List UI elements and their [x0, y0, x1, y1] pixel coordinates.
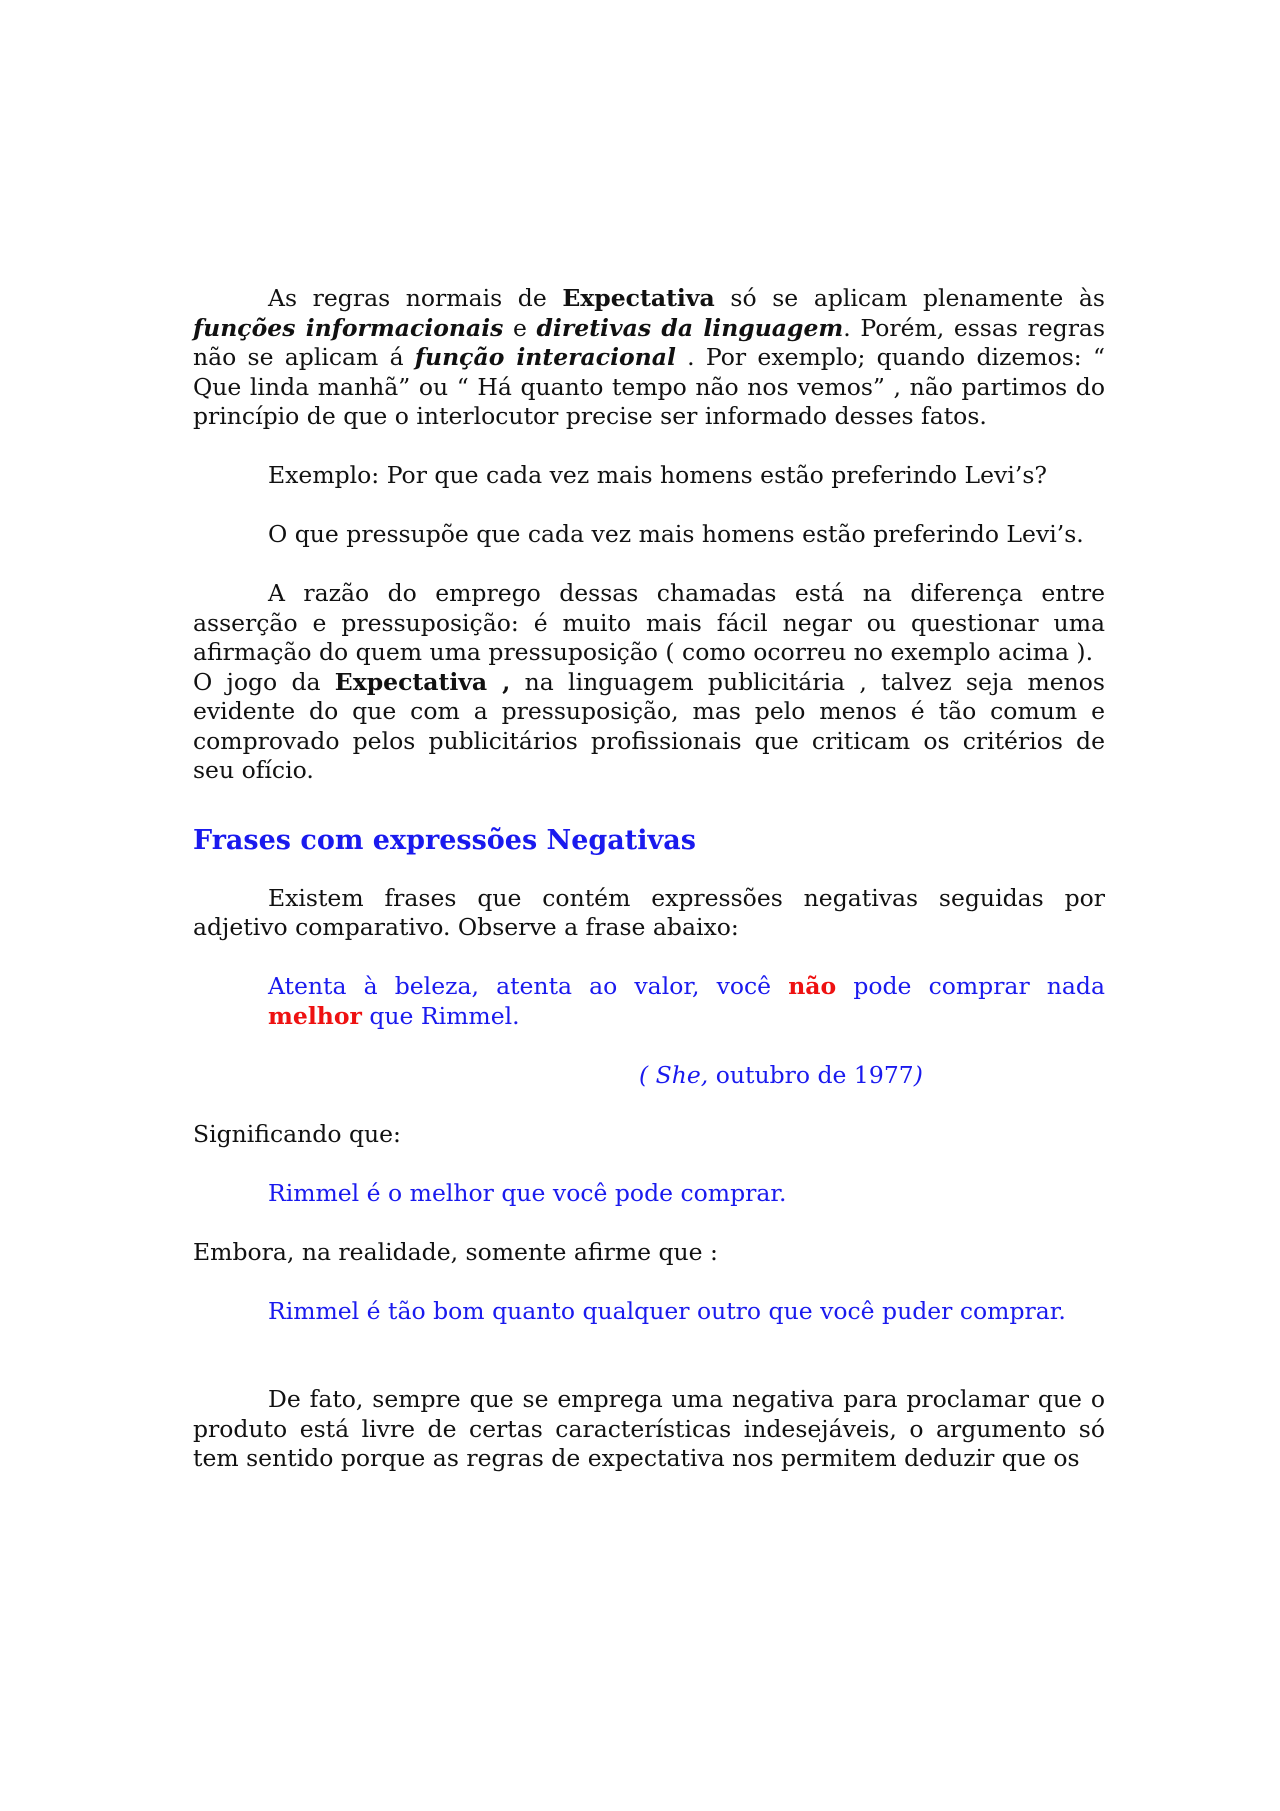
document-page [193, 284, 1105, 1474]
embora-label: Embora, na realidade, somente afirme que : [193, 1237, 718, 1266]
quote-rimmel: Atenta à beleza, atenta ao valor, você não pode comprar nada melhor que Rimmel. [268, 972, 1105, 1030]
bold-italic-diretivas: diretivas da linguagem [536, 313, 844, 342]
highlight-melhor: melhor [268, 1001, 362, 1030]
bold-italic-interacional: função interacional [414, 343, 676, 371]
paragraph-expressoes: Existem frases que contém expressões negativas seguidas por adjetivo comparativo. Observe a frase abaixo: [193, 883, 1105, 941]
highlight-nao: não [788, 972, 837, 1000]
quote-source: ( She, outubro de 1977) [639, 1060, 923, 1089]
presuppose-line: O que pressupõe que cada vez mais homens estão preferindo Levi’s. [268, 520, 1084, 548]
paragraph-de-fato: De fato, sempre que se emprega uma negativa para proclamar que o produto está livre de certas características indesejáveis, o argumento só tem sentido porque as regras de expectativa nos permitem deduzir que os [193, 1385, 1105, 1472]
significando-text: Rimmel é o melhor que você pode comprar. [268, 1178, 787, 1207]
example-line: Exemplo: Por que cada vez mais homens estão preferindo Levi’s? [268, 461, 1047, 489]
section-heading: Frases com expressões Negativas [193, 824, 696, 856]
source-she: She, [655, 1060, 709, 1089]
bold-expectativa: Expectativa [562, 284, 715, 312]
bold-expectativa-2: Expectativa , [334, 667, 511, 696]
bold-italic-informacionais: funções informacionais [193, 313, 504, 342]
embora-text: Rimmel é tão bom quanto qualquer outro que você puder comprar. [268, 1296, 1066, 1325]
paragraph-assercao: A razão do emprego dessas chamadas está na diferença entre asserção e pressuposição: é muito mais fácil negar ou questionar uma afirmação do quem uma pressuposição ( como ocorreu no exemplo acima ). [193, 579, 1105, 666]
paragraph-jogo-expectativa: O jogo da Expectativa , na linguagem publicitária , talvez seja menos evidente do que com a pressuposição, mas pelo menos é tão comum e comprovado pelos publicitários profissionais que criticam os critérios de seu ofício. [193, 667, 1105, 784]
paragraph-expectativa-rules: As regras normais de Expectativa só se aplicam plenamente às funções informacionais e diretivas da linguagem. Porém, essas regras não se aplicam á função interacional . Por exemplo; quando dizemos: “ Que linda manhã” ou “ Há quanto tempo não nos vemos” , não partimos do princípio de que o interlocutor precise ser informado desses fatos. [193, 284, 1106, 430]
significando-label: Significando que: [193, 1119, 401, 1148]
